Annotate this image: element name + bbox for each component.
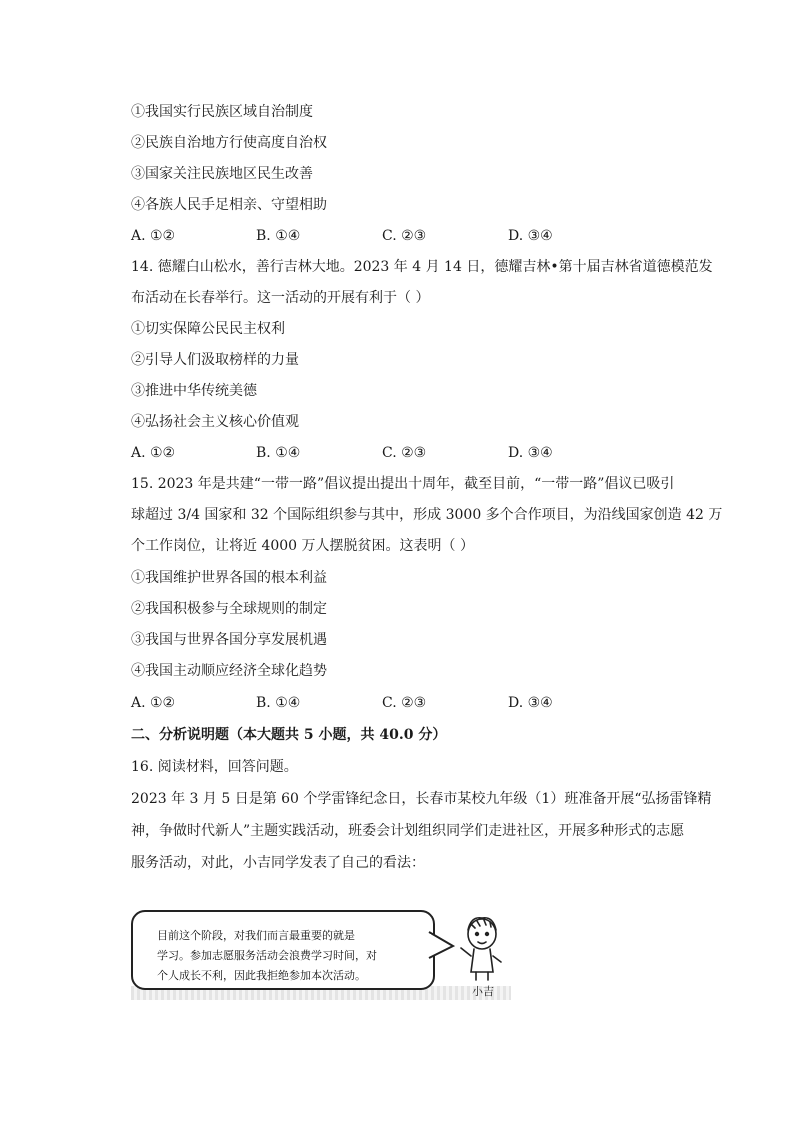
speech-bubble-tail xyxy=(427,928,455,964)
q15-statement-1: ①我国维护世界各国的根本利益 xyxy=(131,570,327,586)
q16-material-line-3: 服务活动，对此，小吉同学发表了自己的看法： xyxy=(131,855,425,871)
q15-option-b[interactable]: B. ①④ xyxy=(256,695,301,711)
q14-stem-line-2: 布活动在长春举行。这一活动的开展有利于（ ） xyxy=(131,290,430,306)
character-name: 小吉 xyxy=(472,985,494,998)
q13-option-d[interactable]: D. ③④ xyxy=(508,228,553,244)
q13-option-a[interactable]: A. ①② xyxy=(131,228,176,244)
q14-statement-1: ①切实保障公民民主权利 xyxy=(131,321,285,337)
q14-option-a[interactable]: A. ①② xyxy=(131,445,176,461)
q13-statement-4: ④各族人民手足相亲、守望相助 xyxy=(131,197,327,213)
speech-bubble xyxy=(131,910,435,990)
speech-line-2: 学习。参加志愿服务活动会浪费学习时间，对 xyxy=(157,949,377,962)
q15-statement-4: ④我国主动顺应经济全球化趋势 xyxy=(131,663,327,679)
q15-option-c[interactable]: C. ②③ xyxy=(382,695,427,711)
q14-option-d[interactable]: D. ③④ xyxy=(508,445,553,461)
q13-option-c[interactable]: C. ②③ xyxy=(382,228,427,244)
speech-line-3: 个人成长不利，因此我拒绝参加本次活动。 xyxy=(157,969,366,982)
cartoon-figure xyxy=(131,910,521,1002)
section-heading: 二、分析说明题（本大题共 5 小题，共 40.0 分） xyxy=(131,727,447,743)
q16-stem: 16. 阅读材料，回答问题。 xyxy=(131,759,298,775)
q13-statement-2: ②民族自治地方行使高度自治权 xyxy=(131,135,327,151)
q15-option-a[interactable]: A. ①② xyxy=(131,695,176,711)
q15-option-d[interactable]: D. ③④ xyxy=(508,695,553,711)
q13-statement-1: ①我国实行民族区域自治制度 xyxy=(131,104,313,120)
q15-options xyxy=(131,693,651,713)
speech-bubble-text xyxy=(157,926,427,986)
q13-options xyxy=(131,226,651,246)
q13-statement-3: ③国家关注民族地区民生改善 xyxy=(131,166,313,182)
q15-stem-line-2: 球超过 3/4 国家和 32 个国际组织参与其中，形成 3000 多个合作项目，为沿线国家创造 42 万 xyxy=(131,507,723,523)
q14-statement-2: ②引导人们汲取榜样的力量 xyxy=(131,352,299,368)
q14-stem-line-1: 14. 德耀白山松水，善行吉林大地。2023 年 4 月 14 日，德耀吉林•第十届吉林省道德模范发 xyxy=(131,259,713,275)
q14-statement-4: ④弘扬社会主义核心价值观 xyxy=(131,414,299,430)
q13-option-b[interactable]: B. ①④ xyxy=(256,228,301,244)
q15-stem-line-1: 15. 2023 年是共建“一带一路”倡议提出提出十周年，截至目前，“一带一路”倡议已吸引 xyxy=(131,476,675,492)
speech-line-1: 目前这个阶段，对我们而言最重要的就是 xyxy=(157,929,355,942)
q15-statement-3: ③我国与世界各国分享发展机遇 xyxy=(131,632,327,648)
q16-material-line-2: 神，争做时代新人”主题实践活动，班委会计划组织同学们走进社区，开展多种形式的志愿 xyxy=(131,823,685,839)
q14-options xyxy=(131,443,651,463)
boy-cartoon-icon xyxy=(457,912,507,984)
q14-option-b[interactable]: B. ①④ xyxy=(256,445,301,461)
q14-option-c[interactable]: C. ②③ xyxy=(382,445,427,461)
q16-material-line-1: 2023 年 3 月 5 日是第 60 个学雷锋纪念日，长春市某校九年级（1）班准备开展“弘扬雷锋精 xyxy=(131,791,712,807)
q14-statement-3: ③推进中华传统美德 xyxy=(131,383,257,399)
q15-statement-2: ②我国积极参与全球规则的制定 xyxy=(131,601,327,617)
q15-stem-line-3: 个工作岗位，让将近 4000 万人摆脱贫困。这表明（ ） xyxy=(131,538,474,554)
